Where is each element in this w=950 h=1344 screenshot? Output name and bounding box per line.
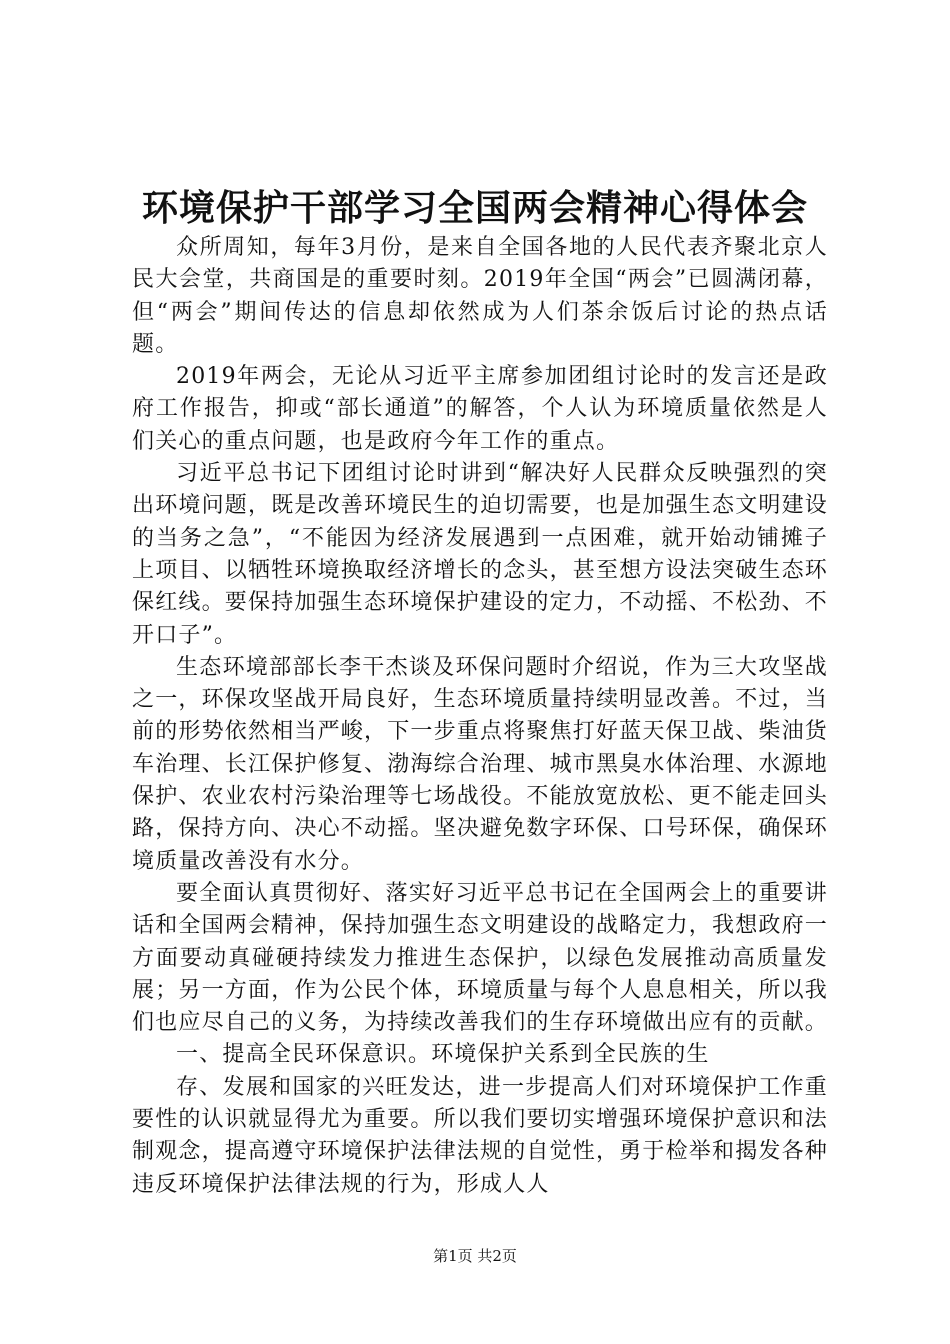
page-footer: 第1页 共2页 [433,1247,517,1265]
paragraph-4: 生态环境部部长李干杰谈及环保问题时介绍说，作为三大攻坚战之一，环保攻坚战开局良好，生态环境质量持续明显改善。不过，当前的形势依然相当严峻，下一步重点将聚焦打好蓝天保卫战、柴油货车治理、长江保护修复、渤海综合治理、城市黑臭水体治理、水源地保护、农业农村污染治理等七场战役。不能放宽放松、更不能走回头路，保持方向、决心不动摇。坚决避免数字环保、口号环保，确保环境质量改善没有水分。 [132,654,829,874]
document-title: 环境保护干部学习全国两会精神心得体会 [141,187,808,229]
paragraph-5: 要全面认真贯彻好、落实好习近平总书记在全国两会上的重要讲话和全国两会精神，保持加强生态文明建设的战略定力，我想政府一方面要动真碰硬持续发力推进生态保护，以绿色发展推动高质量发展；另一方面，作为公民个体，环境质量与每个人息息相关，所以我们也应尽自己的义务，为持续改善我们的生存环境做出应有的贡献。 [132,880,829,1036]
paragraph-2: 2019年两会，无论从习近平主席参加团组讨论时的发言还是政府工作报告，抑或“部长通道”的解答，个人认为环境质量依然是人们关心的重点问题，也是政府今年工作的重点。 [132,364,828,454]
paragraph-6: 一、提高全民环保意识。环境保护关系到全民族的生 [176,1042,710,1068]
paragraph-7: 存、发展和国家的兴旺发达，进一步提高人们对环境保护工作重要性的认识就显得尤为重要。所以我们要切实增强环境保护意识和法制观念，提高遵守环境保护法律法规的自觉性，勇于检举和揭发各种违反环境保护法律法规的行为，形成人人 [132,1074,829,1197]
paragraph-1: 众所周知，每年3月份，是来自全国各地的人民代表齐聚北京人民大会堂，共商国是的重要时刻。2019年全国“两会”已圆满闭幕，但“两会”期间传达的信息却依然成为人们茶余饭后讨论的热点话题。 [132,235,828,357]
paragraph-3: 习近平总书记下团组讨论时讲到“解决好人民群众反映强烈的突出环境问题，既是改善环境民生的迫切需要，也是加强生态文明建设的当务之急”，“不能因为经济发展遇到一点困难，就开始动铺摊子上项目、以牺牲环境换取经济增长的念头，甚至想方设法突破生态环保红线。要保持加强生态环境保护建设的定力，不动摇、不松劲、不开口子”。 [132,461,829,648]
document-body [132,232,828,1201]
